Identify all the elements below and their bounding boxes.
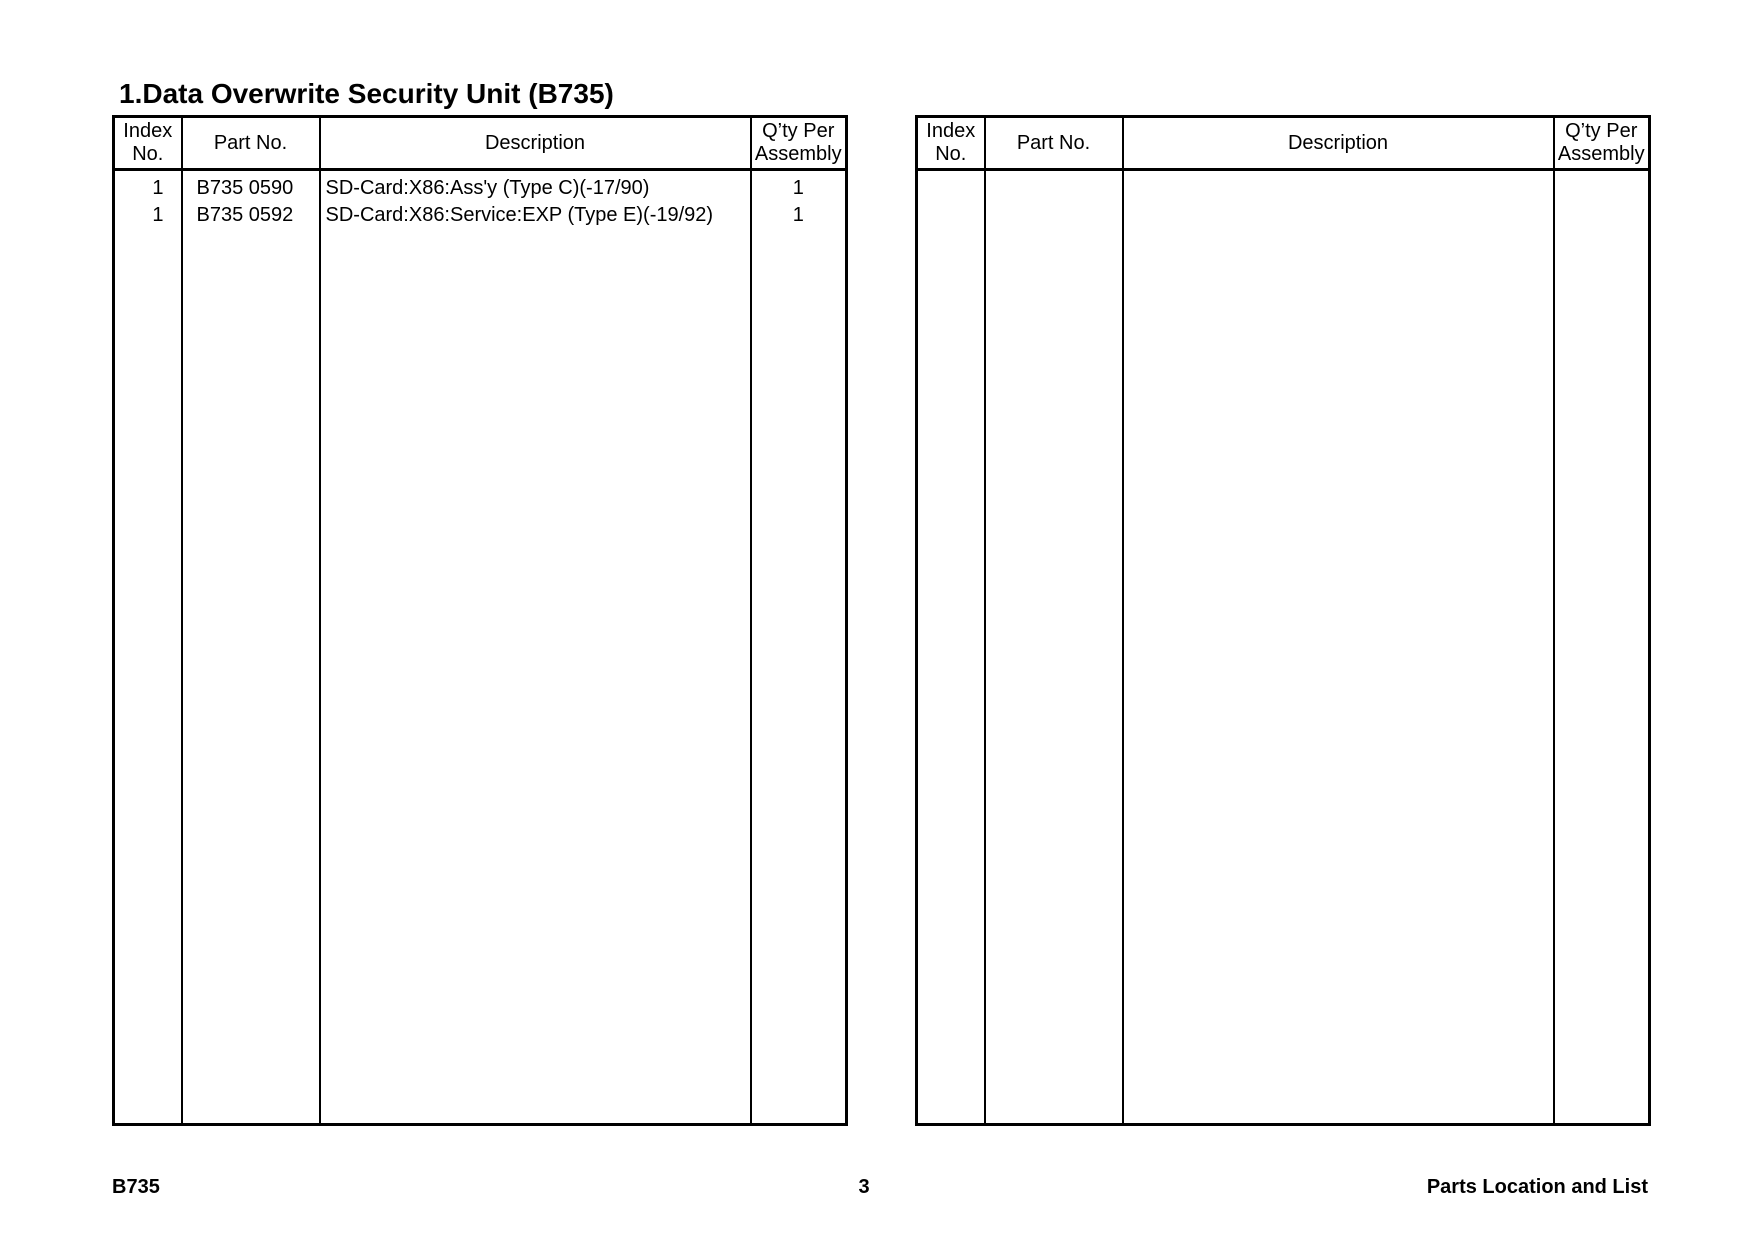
part-no-cell: B735 0590	[182, 170, 320, 203]
qty-cell: 1	[751, 170, 847, 203]
empty-row	[114, 229, 847, 1125]
qty-per-assembly-header: Q’ty Per Assembly	[1554, 117, 1650, 170]
parts-table-left	[112, 115, 848, 1126]
index-no-cell: 1	[114, 202, 182, 229]
description-cell: SD-Card:X86:Service:EXP (Type E)(-19/92)	[320, 202, 751, 229]
qty-cell: 1	[751, 202, 847, 229]
qty-per-assembly-header: Q’ty Per Assembly	[751, 117, 847, 170]
table-row	[114, 202, 847, 229]
empty-row	[917, 170, 1650, 1125]
footer-model-code: B735	[112, 1176, 160, 1198]
index-no-header: Index No.	[114, 117, 182, 170]
table-header-row	[917, 117, 1650, 170]
part-no-cell: B735 0592	[182, 202, 320, 229]
part-no-header: Part No.	[182, 117, 320, 170]
part-no-header: Part No.	[985, 117, 1123, 170]
page-title: 1.Data Overwrite Security Unit (B735)	[119, 78, 614, 109]
description-cell: SD-Card:X86:Ass'y (Type C)(-17/90)	[320, 170, 751, 203]
table-header-row	[114, 117, 847, 170]
description-header: Description	[320, 117, 751, 170]
footer-page-number: 3	[858, 1176, 870, 1198]
description-header: Description	[1123, 117, 1554, 170]
index-no-header: Index No.	[917, 117, 985, 170]
index-no-cell: 1	[114, 170, 182, 203]
table-row	[114, 170, 847, 203]
parts-table-right	[915, 115, 1651, 1126]
footer-section-name: Parts Location and List	[1426, 1176, 1648, 1198]
